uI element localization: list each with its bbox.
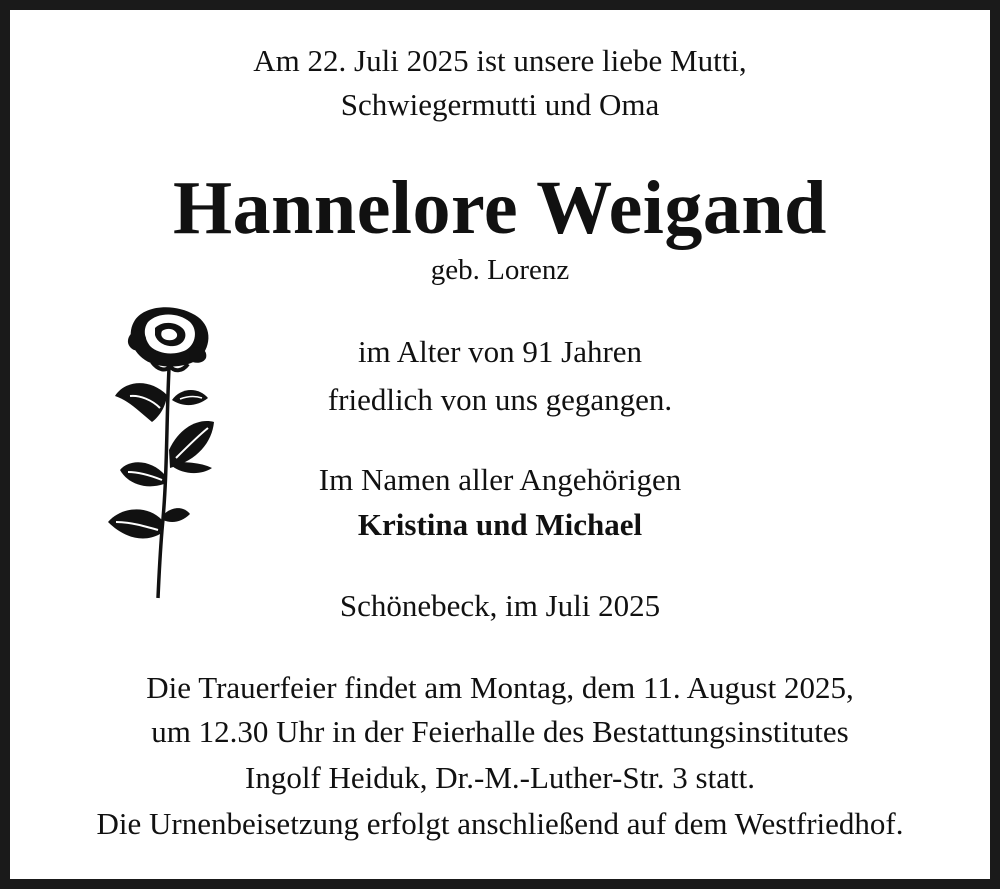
service-line-3: Ingolf Heiduk, Dr.-M.-Luther-Str. 3 statt. [245, 760, 755, 795]
maiden-name: geb. Lorenz [430, 254, 570, 286]
age-line: im Alter von 91 Jahren [357, 334, 643, 369]
mourners-names: Kristina und Michael [357, 507, 643, 542]
rose-icon [100, 300, 220, 600]
mourners-intro: Im Namen aller Angehörigen [318, 462, 682, 497]
service-line-4: Die Urnenbeisetzung erfolgt anschließend auf dem Westfriedhof. [96, 806, 904, 841]
place-date: Schönebeck, im Juli 2025 [339, 588, 661, 623]
intro-line-1: Am 22. Juli 2025 ist unsere liebe Mutti, [253, 43, 747, 78]
service-line-1: Die Trauerfeier findet am Montag, dem 11. August 2025, [146, 670, 854, 705]
deceased-name: Hannelore Weigand [173, 166, 827, 250]
passed-line: friedlich von uns gegangen. [327, 382, 673, 417]
intro-line-2: Schwiegermutti und Oma [340, 87, 660, 122]
service-line-2: um 12.30 Uhr in der Feierhalle des Bestattungsinstitutes [151, 714, 849, 749]
